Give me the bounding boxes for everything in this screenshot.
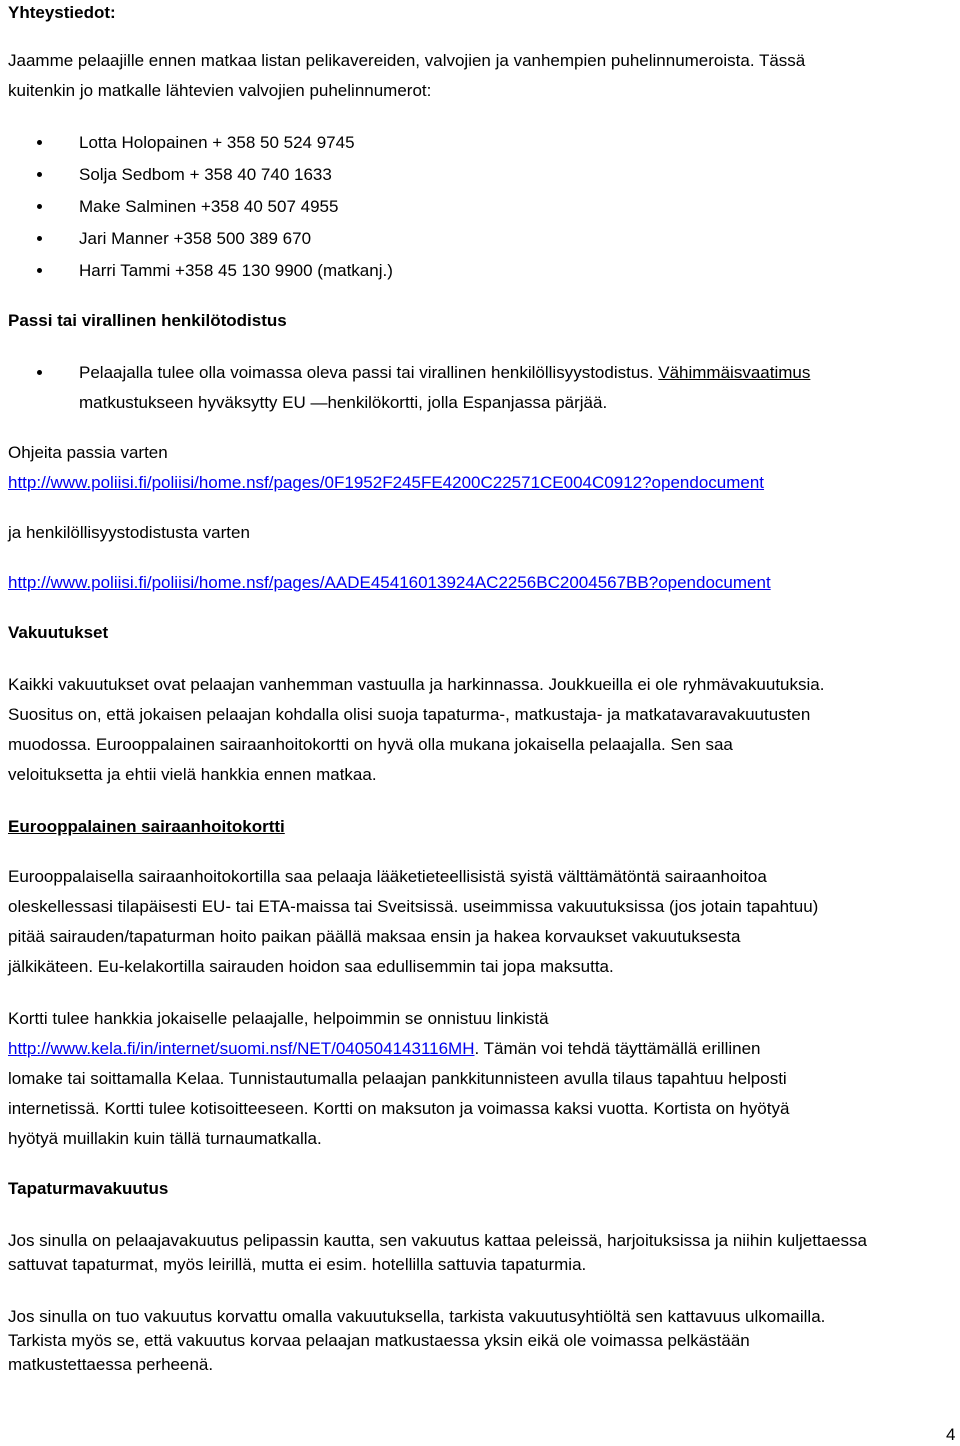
ehic-line: Eurooppalaisella sairaanhoitokortilla saa pelaaja lääketieteellisistä syistä välttämätöntä sairaanhoitoa [8,867,767,886]
ehic-link-line [8,1038,761,1060]
passport-bullet-line-2: matkustukseen hyväksytty EU —henkilökortti, jolla Espanjassa pärjää. [79,393,608,412]
insurance-line: Kaikki vakuutukset ovat pelaajan vanhemman vastuulla ja harkinnassa. Joukkueilla ei ole ryhmävakuutuksia. [8,675,825,694]
bullet-icon [37,236,42,241]
contact-list-item: Solja Sedbom + 358 40 740 1633 [79,165,332,184]
bullet-icon [37,370,42,375]
ehic-more-line: lomake tai soittamalla Kelaa. Tunnistautumalla pelaajan pankkitunnisteen avulla tilaus tapahtuu helposti [8,1069,787,1088]
contact-list-item: Harri Tammi +358 45 130 9900 (matkanj.) [79,261,393,280]
contact-list-item: Jari Manner +358 500 389 670 [79,229,312,248]
contact-list-item: Make Salminen +358 40 507 4955 [79,197,339,216]
id-card-label: ja henkilöllisyystodistusta varten [8,523,250,542]
bullet-icon [37,140,42,145]
ehic-more-line: internetissä. Kortti tulee kotisoitteeseen. Kortti on maksuton ja voimassa kaksi vuotta. Kortista on hyötyä [8,1099,790,1118]
accident-para1-line: sattuvat tapaturmat, myös leirillä, mutta ei esim. hotellilla sattuvia tapaturmia. [8,1255,587,1274]
accident-para1-line: Jos sinulla on pelaajavakuutus pelipassin kautta, sen vakuutus kattaa peleissä, harjoituksissa ja niihin kuljettaessa [8,1231,868,1250]
accident-heading: Tapaturmavakuutus [8,1179,169,1198]
ehic-line: jälkikäteen. Eu-kelakortilla sairauden hoidon saa edullisemmin tai jopa maksutta. [8,957,614,976]
ehic-line: oleskellessasi tilapäisesti EU- tai ETA-maissa tai Sveitsissä. useimmissa vakuutuksissa (jos jotain tapahtuu) [8,897,819,916]
contact-list-item: Lotta Holopainen + 358 50 524 9745 [79,133,355,152]
ehic-order-line: Kortti tulee hankkia jokaiselle pelaajalle, helpoimmin se onnistuu linkistä [8,1009,549,1028]
id-card-link[interactable]: http://www.poliisi.fi/poliisi/home.nsf/pages/AADE45416013924AC2256BC2004567BB?opendocument [8,573,771,592]
insurance-line: Suositus on, että jokaisen pelaajan kohdalla olisi suoja tapaturma-, matkustaja- ja matkatavaravakuutusten [8,705,811,724]
contact-intro-line-2: kuitenkin jo matkalle lähtevien valvojien puhelinnumerot: [8,81,432,100]
bullet-icon [37,204,42,209]
passport-bullet-line-1 [79,362,810,384]
accident-para2-line: matkustettaessa perheenä. [8,1355,214,1374]
insurance-line: veloituksetta ja ehtii vielä hankkia ennen matkaa. [8,765,377,784]
bullet-icon [37,268,42,273]
kela-link[interactable]: http://www.kela.fi/in/internet/suomi.nsf/NET/040504143116MH [8,1039,475,1058]
ehic-after-link-text: . Tämän voi tehdä täyttämällä erillinen [474,1039,761,1058]
accident-para2-line: Jos sinulla on tuo vakuutus korvattu omalla vakuutuksella, tarkista vakuutusyhtiöltä sen kattavuus ulkomailla. [8,1307,826,1326]
accident-para2-line: Tarkista myös se, että vakuutus korvaa pelaajan matkustaessa yksin eikä ole voimassa pelkästään [8,1331,750,1350]
bullet-icon [37,172,42,177]
passport-guide-link[interactable]: http://www.poliisi.fi/poliisi/home.nsf/pages/0F1952F245FE4200C22571CE004C0912?opendocument [8,473,765,492]
passport-bullet-text: Pelaajalla tulee olla voimassa oleva passi tai virallinen henkilöllisyystodistus. [79,363,654,382]
ehic-more-line: hyötyä muillakin kuin tällä turnaumatkalla. [8,1129,322,1148]
insurance-heading: Vakuutukset [8,623,109,642]
contact-heading: Yhteystiedot: [8,3,116,22]
passport-guide-label: Ohjeita passia varten [8,443,168,462]
passport-heading: Passi tai virallinen henkilötodistus [8,311,287,330]
minimum-requirement-text: Vähimmäisvaatimus [658,363,811,382]
contact-intro-line-1: Jaamme pelaajille ennen matkaa listan pelikavereiden, valvojien ja vanhempien puhelinnumeroista. Tässä [8,51,806,70]
insurance-line: muodossa. Eurooppalainen sairaanhoitokortti on hyvä olla mukana jokaisella pelaajalla. Sen saa [8,735,733,754]
ehic-heading: Eurooppalainen sairaanhoitokortti [8,817,285,836]
ehic-line: pitää sairauden/tapaturman hoito paikan päällä maksaa ensin ja hakea korvaukset vakuutuksesta [8,927,741,946]
page-number: 4 [946,1425,956,1444]
